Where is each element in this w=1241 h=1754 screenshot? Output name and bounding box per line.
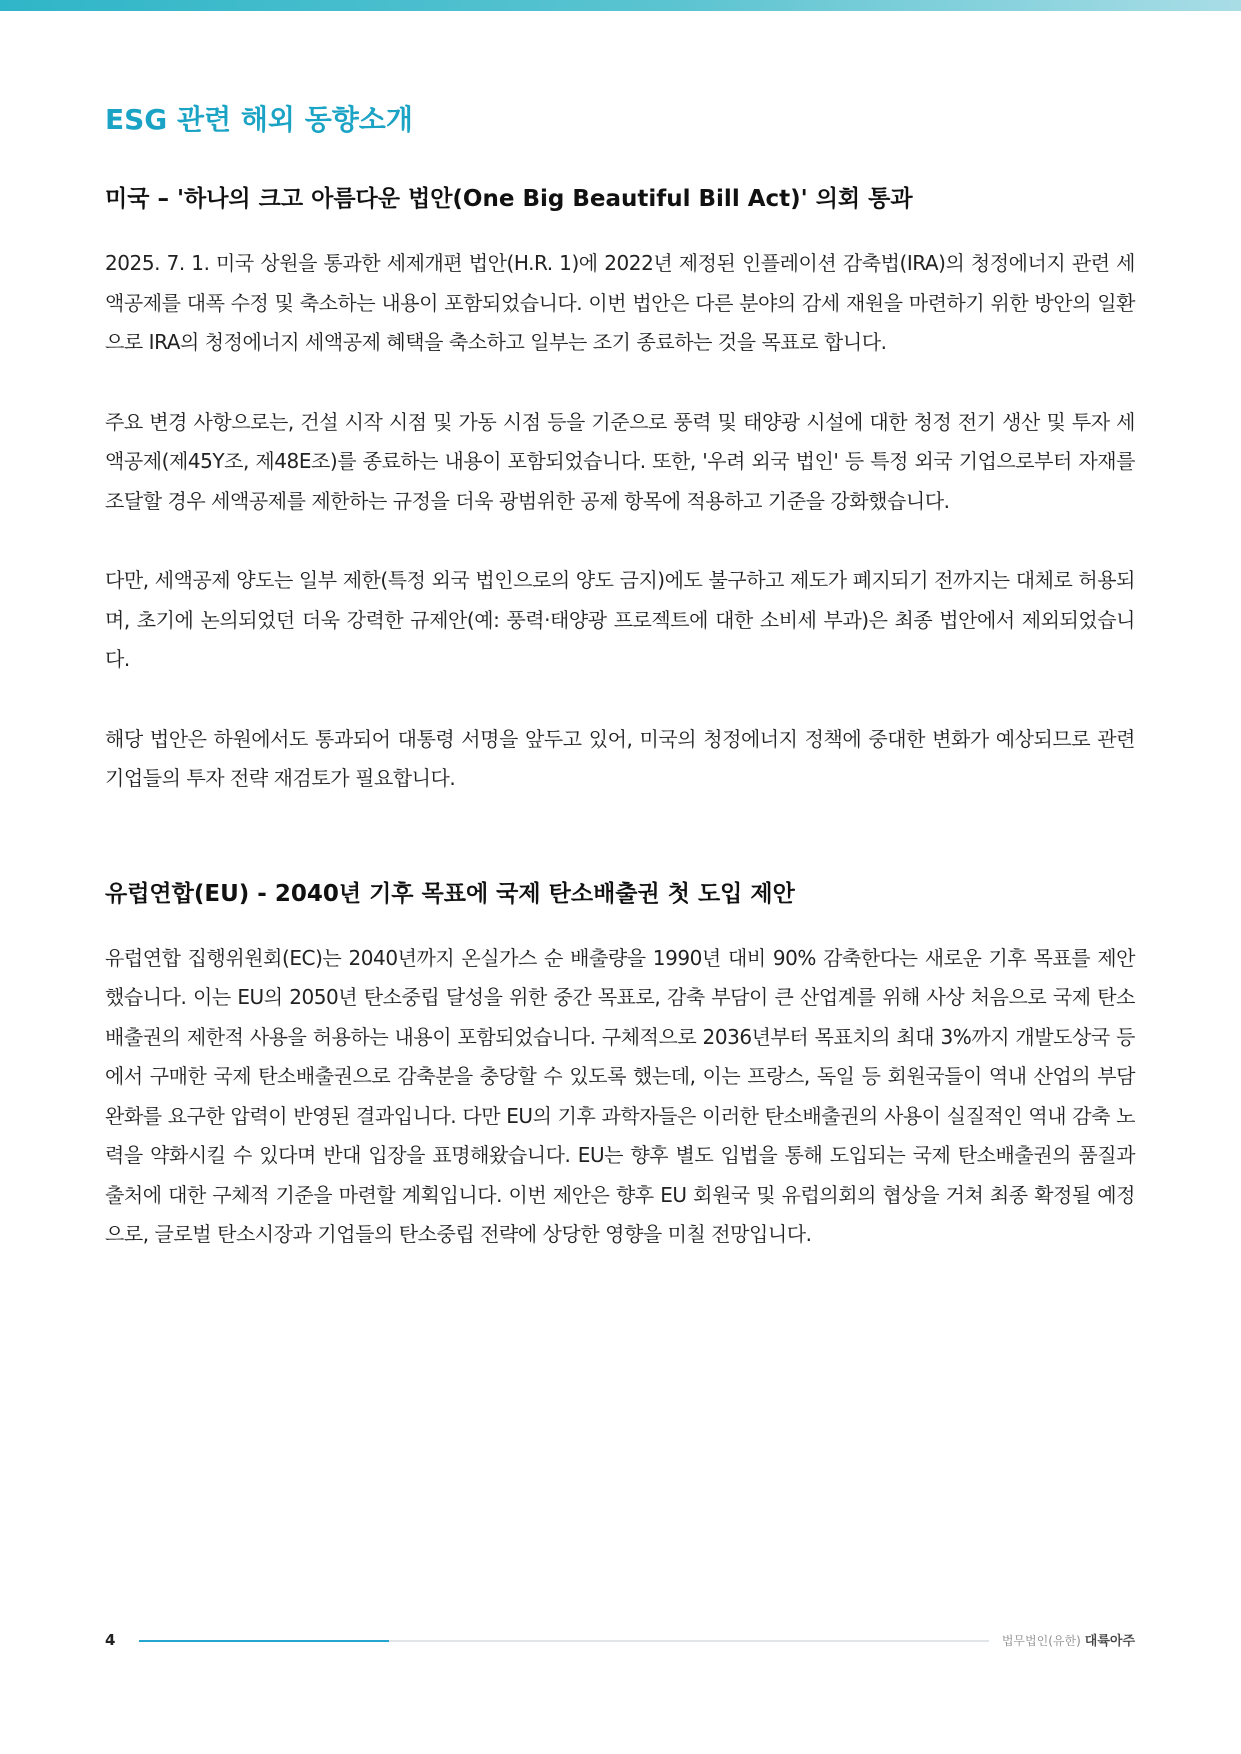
brand-name: 대륙아주 <box>1084 1634 1135 1649</box>
article-paragraph: 2025. 7. 1. 미국 상원을 통과한 세제개편 법안(H.R. 1)에 2022년 제정된 인플레이션 감축법(IRA)의 청정에너지 관련 세액공제를 대폭 수정 및 축소하는 내용이 포함되었습니다. 이번 법안은 다른 분야의 감세 재원을 마련하기 위한 방안의 일환으로 IRA의 청정에너지 세액공제 혜택을 축소하고 일부는 조기 종료하는 것을 목표로 합니다. <box>105 251 1135 354</box>
firm-brand <box>1002 1630 1135 1652</box>
section-title: ESG 관련 해외 동향소개 <box>105 103 413 136</box>
footer-divider <box>139 1640 989 1642</box>
article-paragraph: 해당 법안은 하원에서도 통과되어 대통령 서명을 앞두고 있어, 미국의 청정에너지 정책에 중대한 변화가 예상되므로 관련 기업들의 투자 전략 재검토가 필요합니다. <box>105 726 1135 790</box>
brand-prefix: 법무법인(유한) <box>1001 1634 1081 1648</box>
top-accent-bar <box>0 0 1241 11</box>
article-paragraph: 주요 변경 사항으로는, 건설 시작 시점 및 가동 시점 등을 기준으로 풍력 및 태양광 시설에 대한 청정 전기 생산 및 투자 세액공제(제45Y조, 제48E조)를 종료하는 내용이 포함되었습니다. 또한, '우려 외국 법인' 등 특정 외국 기업으로부터 자재를 조달할 경우 세액공제를 제한하는 규정을 더욱 광범위한 공제 항목에 적용하고 기준을 강화했습니다. <box>105 409 1135 513</box>
article-eu <box>105 877 1135 1255</box>
page-content <box>105 100 1135 1255</box>
page-number: 4 <box>105 1631 116 1649</box>
footer-divider-accent <box>139 1640 389 1642</box>
page-footer <box>105 1630 1135 1654</box>
article-us <box>105 182 1135 799</box>
article-heading: 미국 – '하나의 크고 아름다운 법안(One Big Beautiful Bill Act)' 의회 통과 <box>105 186 913 212</box>
article-paragraph: 다만, 세액공제 양도는 일부 제한(특정 외국 법인으로의 양도 금지)에도 불구하고 제도가 폐지되기 전까지는 대체로 허용되며, 초기에 논의되었던 더욱 강력한 규제안(예: 풍력·태양광 프로젝트에 대한 소비세 부과)은 최종 법안에서 제외되었습니다. <box>105 568 1135 671</box>
article-paragraph: 유럽연합 집행위원회(EC)는 2040년까지 온실가스 순 배출량을 1990년 대비 90% 감축한다는 새로운 기후 목표를 제안했습니다. 이는 EU의 2050년 탄소중립 달성을 위한 중간 목표로, 감축 부담이 큰 산업계를 위해 사상 처음으로 국제 탄소배출권의 제한적 사용을 허용하는 내용이 포함되었습니다. 구체적으로 2036년부터 목표치의 최대 3%까지 개발도상국 등에서 구매한 국제 탄소배출권으로 감축분을 충당할 수 있도록 했는데, 이는 프랑스, 독일 등 회원국들이 역내 산업의 부담 완화를 요구한 압력이 반영된 결과입니다. 다만 EU의 기후 과학자들은 이러한 탄소배출권의 사용이 실질적인 역내 감축 노력을 약화시킬 수 있다며 반대 입장을 표명해왔습니다. EU는 향후 별도 입법을 통해 도입되는 국제 탄소배출권의 품질과 출처에 대한 구체적 기준을 마련할 계획입니다. 이번 제안은 향후 EU 회원국 및 유럽의회의 협상을 거쳐 최종 확정될 예정으로, 글로벌 탄소시장과 기업들의 탄소중립 전략에 상당한 영향을 미칠 전망입니다. <box>105 945 1135 1246</box>
article-heading: 유럽연합(EU) - 2040년 기후 목표에 국제 탄소배출권 첫 도입 제안 <box>105 880 795 907</box>
